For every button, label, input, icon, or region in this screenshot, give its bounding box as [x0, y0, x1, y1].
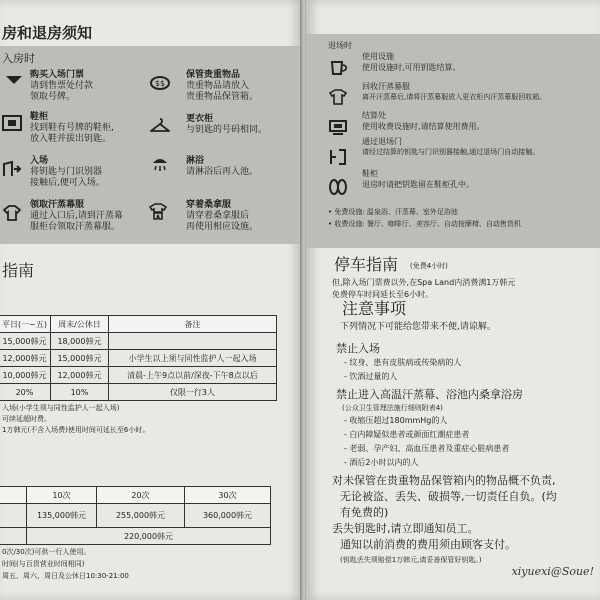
- caution-bullet: 禁止进入高温汗蒸幕、浴池内桑拿浴房: [336, 388, 523, 401]
- paid-facilities: • 收费设施: 餐厅、咖啡厅、美容厅、自动按摩椅、自动售货机: [328, 220, 521, 228]
- checkout-step-desc: 使用收费设施时,请结算使用费用。: [362, 122, 485, 131]
- step-title: 更衣柜: [186, 114, 214, 124]
- cup-icon: [328, 58, 348, 76]
- caution-cont: 无论被盗、丢失、破损等,一切责任自负。(均: [340, 490, 557, 503]
- caution-cont: 通知以前消费的费用须由顾客支付。: [340, 538, 516, 551]
- caution-sub: (公众卫生管理法施行细则附表4): [342, 404, 443, 412]
- checkout-step-title: 回收汗蒸幕服: [362, 82, 410, 91]
- table-row: [0, 504, 271, 528]
- step-desc: 贵重物品请放入: [186, 81, 250, 91]
- watermark: xiyuexi@Soue!: [511, 565, 594, 578]
- pass-header: 10次: [27, 487, 97, 504]
- pass-header: 20次: [97, 487, 185, 504]
- sauna-suit-icon: [148, 202, 168, 220]
- caution-bullet: 丢失钥匙时,请立即通知员工。: [332, 522, 479, 535]
- table-cell: [108, 333, 276, 350]
- caution-sub: - 饮酒过量的人: [344, 372, 398, 381]
- caution-bullet: 禁止入场: [336, 342, 380, 355]
- table-cell: 小学生以上须与同性监护人一起入场: [108, 350, 276, 367]
- step-desc: 与钥匙的号码相同。: [186, 125, 268, 135]
- step-title: 淋浴: [186, 156, 205, 166]
- table-row: [0, 367, 276, 384]
- entrance-gate-icon: [2, 160, 22, 178]
- fee-header: 周末/公休日: [50, 316, 108, 333]
- shoe-locker-icon: [2, 114, 22, 132]
- exit-gate-icon: [328, 148, 348, 166]
- sauna-wear-icon: [2, 204, 22, 222]
- fee-header: 备注: [108, 316, 276, 333]
- shower-icon: [150, 156, 170, 174]
- table-cell: 清晨-上午9点以前/深夜-下午8点以后: [108, 367, 276, 384]
- fee-note: 入场(小学生须与同性监护人一起入场): [2, 404, 120, 412]
- parking-text: 但,除入场门票费以外,在Spa Land内消费满1万韩元: [332, 278, 516, 287]
- checkout-step-desc: 离开汗蒸幕后,请将汗蒸幕服放入更衣柜内汗蒸幕服回收箱。: [362, 93, 547, 101]
- caution-sub: - 老弱、孕产妇、高血压患者及重症心脏病患者: [344, 444, 510, 453]
- hanger-icon: [150, 116, 170, 134]
- step-desc: 服柜台领取汗蒸幕服。: [30, 222, 121, 232]
- table-cell: 15,000韩元: [0, 333, 50, 350]
- checkout-step-title: 鞋柜: [362, 169, 378, 178]
- caution-sub: - 酒后2小时以内的人: [344, 458, 419, 467]
- table-cell: 20%: [0, 384, 50, 401]
- pass-row-label: [0, 528, 27, 545]
- step-desc: 放入鞋并拔出钥匙。: [30, 134, 112, 144]
- table-row: [0, 528, 271, 545]
- step-desc: 通过入口后,请到汗蒸幕: [30, 211, 123, 221]
- step-title: 穿着桑拿服: [186, 200, 232, 210]
- step-desc: 请穿着桑拿服后: [186, 211, 250, 221]
- fee-table: [0, 315, 277, 401]
- table-row: [0, 333, 276, 350]
- guide-title: 指南: [2, 261, 35, 280]
- table-row: [0, 350, 276, 367]
- parking-title: 停车指南: [334, 255, 399, 274]
- cashier-icon: [328, 118, 348, 136]
- pass-row-label: [0, 504, 27, 528]
- checkout-step-desc: 使用设施时,可用钥匙结算。: [362, 63, 461, 72]
- step-desc: 找到鞋有号牌的鞋柜,: [30, 123, 114, 133]
- table-cell: 12,000韩元: [0, 350, 50, 367]
- caution-sub: - 白内障疑似患者或颜面红潮症患者: [344, 430, 470, 439]
- table-cell: 220,000韩元: [27, 528, 271, 545]
- caution-intro: 下列情况下可能给您带来不便,请谅解。: [340, 322, 496, 332]
- caution-sub: - 纹身、患有皮肤病或传染病的人: [344, 358, 462, 367]
- step-desc: 再使用相应设施。: [186, 222, 259, 232]
- caution-sub: - 收缩压超过180mmHg的人: [344, 416, 448, 425]
- footer-note: 周五、周六、周日及公休日10:30-21:00: [2, 572, 129, 580]
- pass-table: [0, 486, 271, 545]
- caution-cont: 有免费的): [340, 506, 389, 519]
- table-cell: 135,000韩元: [27, 504, 97, 528]
- table-cell: 255,000韩元: [97, 504, 185, 528]
- step-desc: 接触后,便可入场。: [30, 178, 105, 188]
- table-cell: 360,000韩元: [185, 504, 271, 528]
- table-cell: 18,000韩元: [50, 333, 108, 350]
- footer-note: 0次/30次)可供一行人使用。: [2, 548, 91, 556]
- table-cell: 仅限一行3人: [108, 384, 276, 401]
- checkout-step-title: 通过退场门: [362, 137, 402, 146]
- table-cell: 10%: [50, 384, 108, 401]
- step-desc: 请到售票处付款: [30, 81, 94, 91]
- checkout-step-desc: 请经过结算的钥匙与门识别器接触,通过退场门自动接触。: [362, 148, 540, 156]
- table-cell: 12,000韩元: [50, 367, 108, 384]
- fee-note: 可续延超时费。: [2, 415, 51, 423]
- ticket-arrow-icon: [4, 72, 24, 90]
- caution-title: 注意事项: [342, 299, 407, 318]
- shoes-icon: [328, 178, 348, 196]
- free-facilities: • 免费设施: 温泉浴、汗蒸幕、室外足浴池: [328, 208, 458, 216]
- table-row: [0, 384, 276, 401]
- left-header-title: 房和退房须知: [2, 24, 93, 42]
- parking-note: (免费4小时): [410, 262, 448, 270]
- pass-header: 30次: [185, 487, 271, 504]
- right-page: [306, 0, 600, 600]
- fee-header: 平日(一~五): [0, 316, 50, 333]
- step-desc: 贵重物品保管箱。: [186, 92, 259, 102]
- valuables-icon: [150, 74, 170, 92]
- checkin-label: 入房时: [2, 52, 35, 65]
- step-title: 领取汗蒸幕服: [30, 200, 85, 210]
- step-desc: 将钥匙与门识别器: [30, 167, 103, 177]
- pass-corner: [0, 487, 27, 504]
- caution-sub: (钥匙丢失须赔偿1万韩元,请妥善保管好钥匙。): [340, 556, 482, 564]
- footer-note: 时间(与百货营业时间相同): [2, 560, 85, 568]
- step-title: 入场: [30, 156, 49, 166]
- checkout-step-title: 使用设施: [362, 52, 394, 61]
- table-cell: 15,000韩元: [50, 350, 108, 367]
- caution-bullet: 对未保管在贵重物品保管箱内的物品概不负责,: [332, 474, 556, 487]
- checkout-step-desc: 退房时请把钥匙留在鞋柜孔中。: [362, 180, 474, 189]
- checkout-step-title: 结算处: [362, 111, 386, 120]
- return-clothes-icon: [328, 88, 348, 106]
- checkout-label: 退场时: [328, 41, 352, 50]
- step-desc: 请淋浴后再入池。: [186, 167, 259, 177]
- step-desc: 领取号牌。: [30, 92, 76, 102]
- table-cell: 10,000韩元: [0, 367, 50, 384]
- step-title: 保管贵重物品: [186, 70, 241, 80]
- svg-text:$$: $$: [154, 79, 166, 88]
- fee-note: 1万韩元(不含入场费)使用时间可延长至6小时。: [2, 426, 150, 434]
- step-title: 购买入场门票: [30, 70, 85, 80]
- step-title: 鞋柜: [30, 112, 49, 122]
- parking-text: 免费停车时间延长至6小时。: [332, 290, 434, 299]
